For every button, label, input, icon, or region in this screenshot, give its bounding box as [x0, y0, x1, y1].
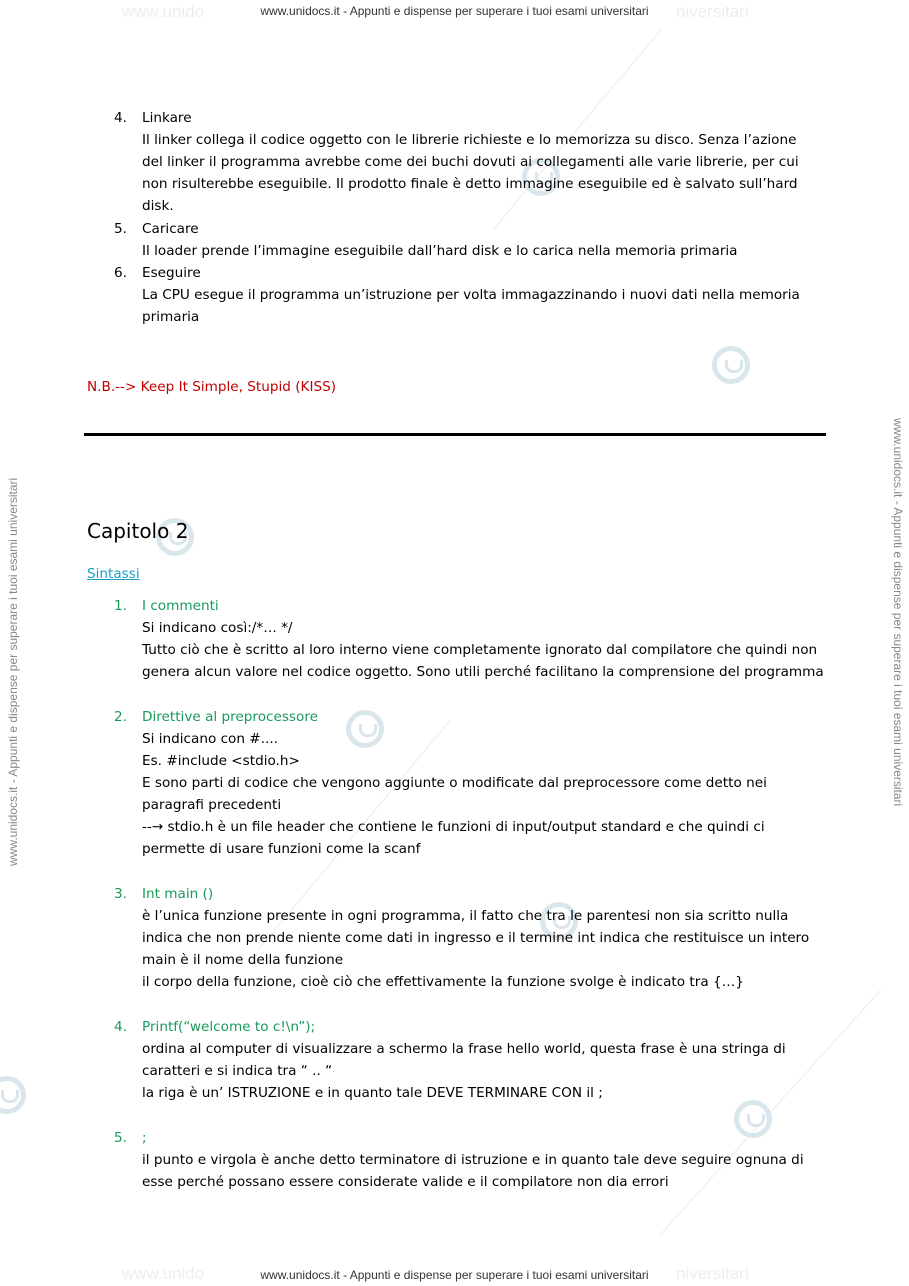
step-text: non risulterebbe eseguibile. Il prodotto finale è detto immagine eseguibile ed è salvato sull’hard — [142, 176, 798, 192]
step-number: 3. — [114, 886, 127, 902]
step-text: --→ stdio.h è un file header che contiene le funzioni di input/output standard e che quindi ci — [142, 819, 765, 835]
horizontal-rule — [84, 433, 826, 436]
step-text: Tutto ciò che è scritto al loro interno viene completamente ignorato dal compilatore che quindi non — [142, 642, 818, 658]
step-title: ; — [142, 1130, 147, 1146]
step-text: Es. #include <stdio.h> — [142, 753, 300, 769]
step-text: è l’unica funzione presente in ogni programma, il fatto che tra le parentesi non sia scritto nulla — [142, 908, 789, 924]
step-text: La CPU esegue il programma un’istruzione per volta immagazzinando i nuovi dati nella memoria — [142, 287, 800, 303]
step-text: permette di usare funzioni come la scanf — [142, 841, 421, 857]
step-title: I commenti — [142, 598, 219, 614]
watermark-ghost-left: www.unido — [122, 1264, 205, 1283]
step-text: ordina al computer di visualizzare a schermo la frase hello world, questa frase è una stringa di — [142, 1041, 786, 1057]
step-title: Linkare — [142, 110, 192, 126]
step-number: 5. — [114, 1130, 127, 1146]
chapter-heading: Capitolo 2 — [87, 519, 189, 543]
step-title: Eseguire — [142, 265, 201, 281]
step-text: main è il nome della funzione — [142, 952, 344, 968]
step-text: Il linker collega il codice oggetto con le librerie richieste e lo memorizza su disco. Senza l’azione — [142, 132, 797, 148]
step-text: caratteri e si indica tra “ .. “ — [142, 1063, 333, 1079]
step-text: esse perché possano essere considerate valide e il compilatore non dia errori — [142, 1174, 669, 1190]
watermark-banner-left: www.unidocs.it - Appunti e dispense per superare i tuoi esami universitari — [6, 477, 20, 866]
watermark-logo-icon — [0, 1076, 26, 1114]
step-text: disk. — [142, 198, 174, 214]
watermark-ghost-left: www.unido — [122, 2, 205, 21]
step-number: 4. — [114, 1019, 127, 1035]
watermark-banner-bottom: www.unidocs.it - Appunti e dispense per superare i tuoi esami universitari — [260, 1268, 649, 1282]
step-title: Direttive al preprocessore — [142, 709, 318, 725]
step-text: primaria — [142, 309, 200, 325]
step-text: paragrafi precedenti — [142, 797, 282, 813]
watermark-banner-right: www.unidocs.it - Appunti e dispense per superare i tuoi esami universitari — [891, 418, 905, 807]
step-text: Il loader prende l’immagine eseguibile dall’hard disk e lo carica nella memoria primaria — [142, 243, 738, 259]
step-text: la riga è un’ ISTRUZIONE e in quanto tale DEVE TERMINARE CON il ; — [142, 1085, 603, 1101]
step-title: Printf(“welcome to c!\n”); — [142, 1019, 316, 1035]
watermark-ghost-right: niversitari — [676, 1264, 749, 1283]
step-number: 1. — [114, 598, 127, 614]
step-title: Caricare — [142, 221, 199, 237]
step-text: indica che non prende niente come dati in ingresso e il termine int indica che restituisce un intero — [142, 930, 810, 946]
step-text: genera alcun valore nel codice oggetto. Sono utili perché facilitano la comprensione del programma — [142, 664, 824, 680]
step-text: del linker il programma avrebbe come dei buchi dovuti ai collegamenti alle varie librerie, per cui — [142, 154, 799, 170]
watermark-ghost-right: niversitari — [676, 2, 749, 21]
nb-note: N.B.--> Keep It Simple, Stupid (KISS) — [87, 379, 337, 395]
step-number: 2. — [114, 709, 127, 725]
step-text: Si indicano così:/*… */ — [142, 620, 293, 636]
step-text: il punto e virgola è anche detto terminatore di istruzione e in quanto tale deve seguire ognuna di — [142, 1152, 804, 1168]
step-title: Int main () — [142, 886, 214, 902]
section-link-sintassi[interactable]: Sintassi — [87, 566, 140, 582]
step-text: E sono parti di codice che vengono aggiunte o modificate dal preprocessore come detto nei — [142, 775, 767, 791]
step-number: 4. — [114, 110, 127, 126]
step-number: 5. — [114, 221, 127, 237]
step-text: Si indicano con #.... — [142, 731, 278, 747]
watermark-banner-top: www.unidocs.it - Appunti e dispense per superare i tuoi esami universitari — [260, 4, 649, 18]
step-text: il corpo della funzione, cioè ciò che effettivamente la funzione svolge è indicato tra {…} — [142, 974, 744, 990]
watermark-logo-icon — [712, 346, 750, 384]
step-number: 6. — [114, 265, 127, 281]
